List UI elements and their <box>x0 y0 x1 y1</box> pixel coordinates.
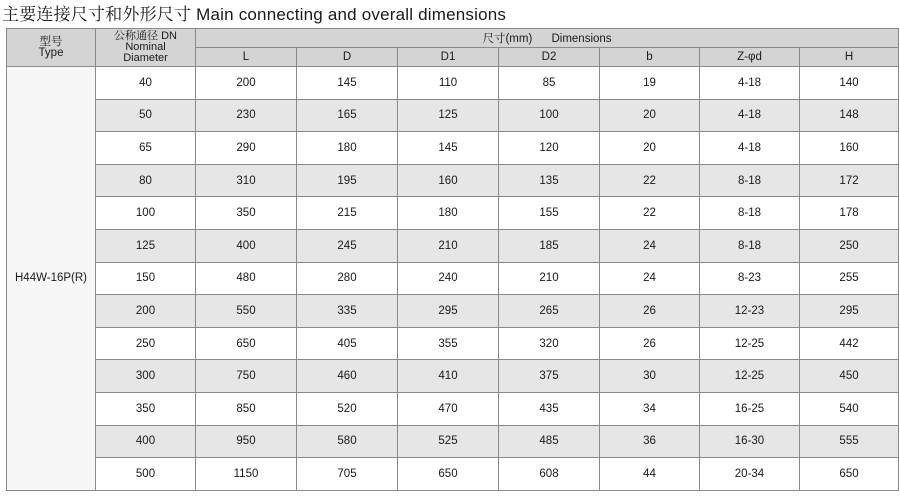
page-title: 主要连接尺寸和外形尺寸 Main connecting and overall dimensions <box>2 5 507 24</box>
table-cell: 160 <box>398 164 499 197</box>
table-cell: 19 <box>600 67 700 100</box>
table-cell: 240 <box>398 262 499 295</box>
table-cell: 250 <box>96 327 196 360</box>
table-cell: 200 <box>96 295 196 328</box>
table-cell: 125 <box>398 99 499 132</box>
table-cell: 44 <box>600 458 700 491</box>
table-cell: 8-18 <box>700 197 800 230</box>
table-cell: 8-18 <box>700 229 800 262</box>
table-cell: 145 <box>297 67 398 100</box>
table-cell: 40 <box>96 67 196 100</box>
table-cell: 480 <box>196 262 297 295</box>
table-cell: 50 <box>96 99 196 132</box>
table-cell: 230 <box>196 99 297 132</box>
table-cell: 265 <box>499 295 600 328</box>
header-type-cn: 型号 <box>39 35 63 48</box>
table-row <box>7 229 899 262</box>
table-cell: 650 <box>800 458 899 491</box>
table-cell: 85 <box>499 67 600 100</box>
table-cell: 850 <box>196 392 297 425</box>
table-cell: 435 <box>499 392 600 425</box>
table-cell: 255 <box>800 262 899 295</box>
table-cell: 172 <box>800 164 899 197</box>
table-cell: 550 <box>196 295 297 328</box>
table-cell: 100 <box>96 197 196 230</box>
table-cell: 65 <box>96 132 196 165</box>
column-header: H <box>800 48 899 67</box>
header-dn-en2: Diameter <box>123 52 168 64</box>
table-cell: 350 <box>96 392 196 425</box>
type-cell: H44W-16P(R) <box>7 67 96 491</box>
column-header: D2 <box>499 48 600 67</box>
table-cell: 195 <box>297 164 398 197</box>
table-cell: 442 <box>800 327 899 360</box>
table-cell: 148 <box>800 99 899 132</box>
header-dn-en1: Nominal <box>125 41 166 53</box>
table-cell: 470 <box>398 392 499 425</box>
table-cell: 30 <box>600 360 700 393</box>
table-cell: 26 <box>600 327 700 360</box>
table-cell: 750 <box>196 360 297 393</box>
table-cell: 300 <box>96 360 196 393</box>
table-cell: 650 <box>196 327 297 360</box>
table-cell: 145 <box>398 132 499 165</box>
table-cell: 410 <box>398 360 499 393</box>
table-cell: 22 <box>600 164 700 197</box>
table-cell: 4-18 <box>700 132 800 165</box>
table-cell: 295 <box>398 295 499 328</box>
table-cell: 355 <box>398 327 499 360</box>
table-cell: 290 <box>196 132 297 165</box>
table-cell: 180 <box>297 132 398 165</box>
table-row <box>7 360 899 393</box>
table-cell: 280 <box>297 262 398 295</box>
table-cell: 555 <box>800 425 899 458</box>
table-cell: 250 <box>800 229 899 262</box>
header-dn-cn: 公称通径 DN <box>114 30 177 42</box>
table-cell: 178 <box>800 197 899 230</box>
table-cell: 375 <box>499 360 600 393</box>
table-cell: 400 <box>96 425 196 458</box>
table-cell: 16-25 <box>700 392 800 425</box>
table-row <box>7 392 899 425</box>
table-cell: 185 <box>499 229 600 262</box>
table-cell: 4-18 <box>700 99 800 132</box>
table-cell: 165 <box>297 99 398 132</box>
table-cell: 460 <box>297 360 398 393</box>
table-cell: 500 <box>96 458 196 491</box>
table-row <box>7 197 899 230</box>
table-row <box>7 458 899 491</box>
table-cell: 8-18 <box>700 164 800 197</box>
table-cell: 608 <box>499 458 600 491</box>
table-cell: 155 <box>499 197 600 230</box>
table-row <box>7 132 899 165</box>
table-cell: 245 <box>297 229 398 262</box>
table-cell: 20 <box>600 99 700 132</box>
table-cell: 8-23 <box>700 262 800 295</box>
table-cell: 24 <box>600 229 700 262</box>
column-header: Z-φd <box>700 48 800 67</box>
table-cell: 4-18 <box>700 67 800 100</box>
table-cell: 540 <box>800 392 899 425</box>
table-cell: 120 <box>499 132 600 165</box>
column-header: L <box>196 48 297 67</box>
header-type-en: Type <box>38 46 64 59</box>
table-cell: 485 <box>499 425 600 458</box>
header-dn <box>96 29 196 67</box>
table-cell: 135 <box>499 164 600 197</box>
table-cell: 22 <box>600 197 700 230</box>
table-cell: 1150 <box>196 458 297 491</box>
table-row <box>7 99 899 132</box>
table-cell: 36 <box>600 425 700 458</box>
table-cell: 400 <box>196 229 297 262</box>
table-row <box>7 164 899 197</box>
table-cell: 320 <box>499 327 600 360</box>
table-cell: 210 <box>398 229 499 262</box>
table-cell: 180 <box>398 197 499 230</box>
table-cell: 705 <box>297 458 398 491</box>
table-cell: 580 <box>297 425 398 458</box>
table-row <box>7 262 899 295</box>
column-header: b <box>600 48 700 67</box>
table-cell: 12-25 <box>700 327 800 360</box>
table-cell: 310 <box>196 164 297 197</box>
table-cell: 520 <box>297 392 398 425</box>
table-cell: 34 <box>600 392 700 425</box>
table-row <box>7 295 899 328</box>
table-cell: 160 <box>800 132 899 165</box>
dimensions-table <box>6 28 899 491</box>
table-cell: 450 <box>800 360 899 393</box>
table-cell: 12-25 <box>700 360 800 393</box>
table-cell: 80 <box>96 164 196 197</box>
table-cell: 335 <box>297 295 398 328</box>
table-cell: 210 <box>499 262 600 295</box>
table-cell: 125 <box>96 229 196 262</box>
table-cell: 200 <box>196 67 297 100</box>
table-cell: 215 <box>297 197 398 230</box>
table-row <box>7 327 899 360</box>
header-type <box>7 29 96 67</box>
table-cell: 525 <box>398 425 499 458</box>
table-cell: 26 <box>600 295 700 328</box>
table-cell: 12-23 <box>700 295 800 328</box>
table-cell: 20-34 <box>700 458 800 491</box>
column-header: D <box>297 48 398 67</box>
table-row <box>7 425 899 458</box>
table-cell: 140 <box>800 67 899 100</box>
table-cell: 150 <box>96 262 196 295</box>
table-cell: 20 <box>600 132 700 165</box>
table-cell: 950 <box>196 425 297 458</box>
table-cell: 100 <box>499 99 600 132</box>
table-cell: 350 <box>196 197 297 230</box>
table-cell: 650 <box>398 458 499 491</box>
table-cell: 405 <box>297 327 398 360</box>
column-header: D1 <box>398 48 499 67</box>
table-row <box>7 67 899 100</box>
table-cell: 110 <box>398 67 499 100</box>
table-cell: 295 <box>800 295 899 328</box>
table-cell: 16-30 <box>700 425 800 458</box>
header-dimensions: 尺寸(mm) Dimensions <box>196 29 899 48</box>
table-cell: 24 <box>600 262 700 295</box>
